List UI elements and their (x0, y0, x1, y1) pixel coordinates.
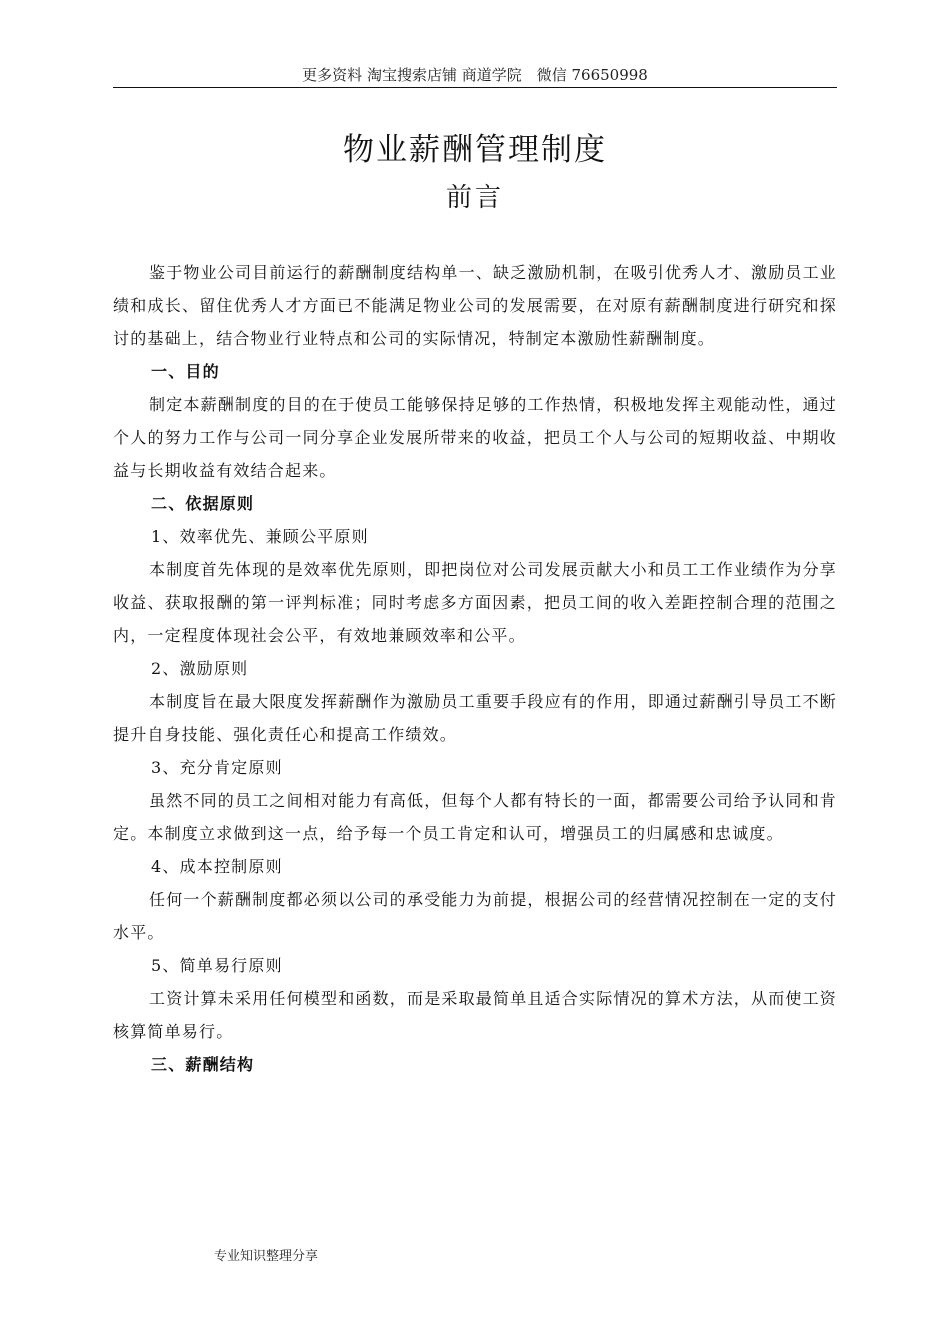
principle-paragraph-efficiency: 本制度首先体现的是效率优先原则，即把岗位对公司发展贡献大小和员工工作业绩作为分享收益、获取报酬的第一评判标准；同时考虑多方面因素，把员工间的收入差距控制合理的范围之内，一定程度体现社会公平，有效地兼顾效率和公平。 (113, 560, 838, 645)
principle-heading-efficiency: 1、效率优先、兼顾公平原则 (151, 527, 369, 546)
principle-heading-simplicity: 5、简单易行原则 (151, 956, 283, 975)
section-heading-principles: 二、依据原则 (151, 494, 255, 513)
intro-paragraph: 鉴于物业公司目前运行的薪酬制度结构单一、缺乏激励机制，在吸引优秀人才、激励员工业绩和成长、留住优秀人才方面已不能满足物业公司的发展需要，在对原有薪酬制度进行研究和探讨的基础上，结合物业行业特点和公司的实际情况，特制定本激励性薪酬制度。 (113, 263, 838, 348)
principle-paragraph-incentive: 本制度旨在最大限度发挥薪酬作为激励员工重要手段应有的作用，即通过薪酬引导员工不断提升自身技能、强化责任心和提高工作绩效。 (113, 692, 838, 744)
document-body (113, 256, 837, 1081)
document-title: 物业薪酬管理制度 (343, 132, 607, 168)
principle-paragraph-affirmation: 虽然不同的员工之间相对能力有高低，但每个人都有特长的一面，都需要公司给予认同和肯定。本制度立求做到这一点，给予每一个员工肯定和认可，增强员工的归属感和忠诚度。 (113, 791, 838, 843)
header-divider (113, 87, 837, 88)
section-heading-structure: 三、薪酬结构 (151, 1055, 255, 1074)
purpose-paragraph: 制定本薪酬制度的目的在于使员工能够保持足够的工作热情，积极地发挥主观能动性，通过个人的努力工作与公司一同分享企业发展所带来的收益，把员工个人与公司的短期收益、中期收益与长期收益有效结合起来。 (113, 395, 838, 480)
principle-paragraph-simplicity: 工资计算未采用任何模型和函数，而是采取最简单且适合实际情况的算术方法，从而使工资核算简单易行。 (113, 989, 838, 1041)
principle-heading-cost-control: 4、成本控制原则 (151, 857, 283, 876)
principle-heading-affirmation: 3、充分肯定原则 (151, 758, 283, 777)
page-footer: 专业知识整理分享 (214, 1249, 319, 1264)
document-subtitle: 前言 (445, 183, 504, 213)
page-header: 更多资料 淘宝搜索店铺 商道学院 微信 76650998 (302, 66, 648, 84)
principle-heading-incentive: 2、激励原则 (151, 659, 249, 678)
section-heading-purpose: 一、目的 (151, 362, 220, 381)
principle-paragraph-cost-control: 任何一个薪酬制度都必须以公司的承受能力为前提，根据公司的经营情况控制在一定的支付水平。 (113, 890, 838, 942)
